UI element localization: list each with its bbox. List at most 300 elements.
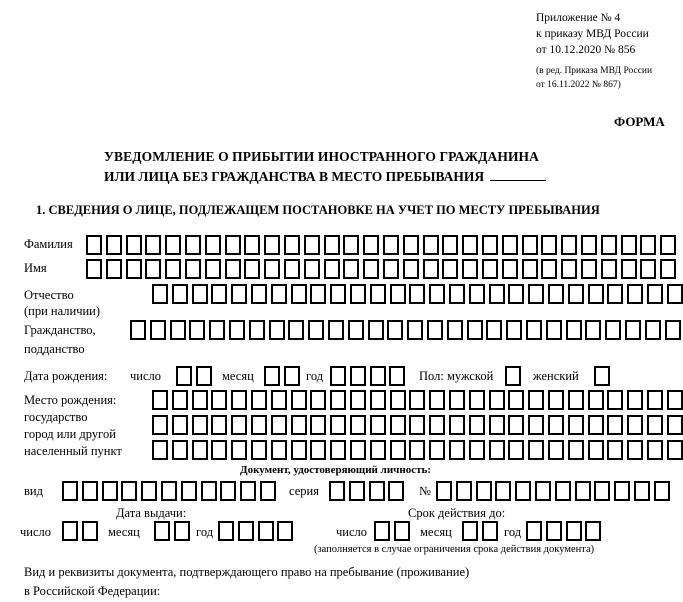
issue-month-cells[interactable]	[154, 521, 194, 541]
letter-cell[interactable]	[486, 320, 502, 340]
letter-cell[interactable]	[585, 320, 601, 340]
letter-cell[interactable]	[62, 521, 78, 541]
right-of-stay-label: Вид и реквизиты документа, подтверждающего право на пребывание (проживание)	[24, 565, 470, 579]
letter-cell[interactable]	[449, 390, 465, 410]
letter-cell[interactable]	[528, 440, 544, 460]
letter-cell[interactable]	[310, 440, 326, 460]
letter-cell[interactable]	[324, 259, 340, 279]
letter-cell[interactable]	[447, 320, 463, 340]
letter-cell[interactable]	[588, 284, 604, 304]
letter-cell[interactable]	[161, 481, 177, 501]
letter-cell[interactable]	[185, 235, 201, 255]
patronymic-cells[interactable]	[152, 284, 683, 304]
letter-cell[interactable]	[607, 440, 623, 460]
letter-cell[interactable]	[390, 440, 406, 460]
patronymic-note: (при наличии)	[24, 304, 101, 318]
id-series-label: серия	[289, 484, 319, 498]
letter-cell[interactable]	[489, 390, 505, 410]
letter-cell[interactable]	[429, 415, 445, 435]
letter-cell[interactable]	[575, 481, 591, 501]
letter-cell[interactable]	[546, 320, 562, 340]
letter-cell[interactable]	[192, 440, 208, 460]
id-number-label: №	[419, 484, 431, 498]
letter-cell[interactable]	[627, 390, 643, 410]
letter-cell[interactable]	[546, 521, 562, 541]
title-line-2	[104, 168, 546, 185]
letter-cell[interactable]	[548, 284, 564, 304]
letter-cell[interactable]	[251, 440, 267, 460]
validity-year-cells[interactable]	[526, 521, 605, 541]
letter-cell[interactable]	[310, 415, 326, 435]
letter-cell[interactable]	[621, 235, 637, 255]
letter-cell[interactable]	[374, 521, 390, 541]
letter-cell[interactable]	[489, 284, 505, 304]
letter-cell[interactable]	[383, 235, 399, 255]
letter-cell[interactable]	[423, 235, 439, 255]
letter-cell[interactable]	[370, 415, 386, 435]
letter-cell[interactable]	[172, 415, 188, 435]
letter-cell[interactable]	[588, 440, 604, 460]
letter-cell[interactable]	[192, 390, 208, 410]
surname-cells[interactable]	[86, 235, 680, 255]
letter-cell[interactable]	[172, 440, 188, 460]
letter-cell[interactable]	[349, 481, 365, 501]
letter-cell[interactable]	[258, 521, 274, 541]
letter-cell[interactable]	[264, 259, 280, 279]
letter-cell[interactable]	[231, 440, 247, 460]
citizenship-label: Гражданство,	[24, 323, 96, 337]
form-label: ФОРМА	[614, 114, 665, 129]
letter-cell[interactable]	[489, 415, 505, 435]
letter-cell[interactable]	[330, 415, 346, 435]
letter-cell[interactable]	[370, 440, 386, 460]
letter-cell[interactable]	[304, 259, 320, 279]
letter-cell[interactable]	[601, 235, 617, 255]
letter-cell[interactable]	[150, 320, 166, 340]
letter-cell[interactable]	[535, 481, 551, 501]
letter-cell[interactable]	[442, 259, 458, 279]
letter-cell[interactable]	[172, 390, 188, 410]
issue-year-cells[interactable]	[218, 521, 297, 541]
letter-cell[interactable]	[271, 284, 287, 304]
letter-cell[interactable]	[271, 390, 287, 410]
letter-cell[interactable]	[229, 320, 245, 340]
letter-cell[interactable]	[526, 521, 542, 541]
letter-cell[interactable]	[585, 521, 601, 541]
letter-cell[interactable]	[330, 390, 346, 410]
letter-cell[interactable]	[330, 366, 346, 386]
letter-cell[interactable]	[251, 390, 267, 410]
letter-cell[interactable]	[660, 259, 676, 279]
letter-cell[interactable]	[667, 440, 683, 460]
letter-cell[interactable]	[566, 320, 582, 340]
letter-cell[interactable]	[211, 440, 227, 460]
title-blank-line	[490, 168, 546, 181]
letter-cell[interactable]	[86, 259, 102, 279]
letter-cell[interactable]	[152, 415, 168, 435]
letter-cell[interactable]	[86, 235, 102, 255]
id-kind-cells[interactable]	[62, 481, 280, 501]
id-series-cells[interactable]	[329, 481, 408, 501]
letter-cell[interactable]	[284, 259, 300, 279]
letter-cell[interactable]	[423, 259, 439, 279]
sex-female-checkbox[interactable]	[594, 366, 614, 386]
letter-cell[interactable]	[231, 390, 247, 410]
letter-cell[interactable]	[145, 235, 161, 255]
letter-cell[interactable]	[251, 284, 267, 304]
letter-cell[interactable]	[269, 320, 285, 340]
letter-cell[interactable]	[264, 366, 280, 386]
letter-cell[interactable]	[251, 415, 267, 435]
letter-cell[interactable]	[528, 390, 544, 410]
letter-cell[interactable]	[409, 415, 425, 435]
letter-cell[interactable]	[522, 259, 538, 279]
letter-cell[interactable]	[165, 259, 181, 279]
letter-cell[interactable]	[627, 415, 643, 435]
name-cells[interactable]	[86, 259, 680, 279]
letter-cell[interactable]	[528, 415, 544, 435]
issue-month-label: месяц	[108, 525, 140, 539]
validity-month-label: месяц	[420, 525, 452, 539]
letter-cell[interactable]	[363, 259, 379, 279]
letter-cell[interactable]	[390, 390, 406, 410]
letter-cell[interactable]	[291, 440, 307, 460]
birthplace-city-label-2: населенный пункт	[24, 444, 122, 458]
birthplace-city-cells-1[interactable]	[152, 415, 683, 435]
letter-cell[interactable]	[330, 284, 346, 304]
letter-cell[interactable]	[350, 366, 366, 386]
letter-cell[interactable]	[310, 390, 326, 410]
letter-cell[interactable]	[449, 284, 465, 304]
letter-cell[interactable]	[456, 481, 472, 501]
letter-cell[interactable]	[508, 284, 524, 304]
letter-cell[interactable]	[607, 415, 623, 435]
letter-cell[interactable]	[588, 415, 604, 435]
letter-cell[interactable]	[508, 415, 524, 435]
birth-day-cells[interactable]	[176, 366, 216, 386]
letter-cell[interactable]	[566, 521, 582, 541]
letter-cell[interactable]	[130, 320, 146, 340]
letter-cell[interactable]	[607, 284, 623, 304]
letter-cell[interactable]	[126, 259, 142, 279]
letter-cell[interactable]	[348, 320, 364, 340]
letter-cell[interactable]	[561, 259, 577, 279]
birthplace-country-cells[interactable]	[152, 390, 683, 410]
letter-cell[interactable]	[271, 440, 287, 460]
letter-cell[interactable]	[291, 415, 307, 435]
letter-cell[interactable]	[667, 415, 683, 435]
letter-cell[interactable]	[291, 390, 307, 410]
letter-cell[interactable]	[260, 481, 276, 501]
letter-cell[interactable]	[220, 481, 236, 501]
validity-month-cells[interactable]	[462, 521, 502, 541]
letter-cell[interactable]	[515, 481, 531, 501]
letter-cell[interactable]	[249, 320, 265, 340]
letter-cell[interactable]	[508, 390, 524, 410]
letter-cell[interactable]	[350, 284, 366, 304]
letter-cell[interactable]	[211, 390, 227, 410]
citizenship-cells[interactable]	[130, 320, 683, 340]
letter-cell[interactable]	[502, 259, 518, 279]
birth-date-label: Дата рождения:	[24, 369, 108, 383]
letter-cell[interactable]	[165, 235, 181, 255]
letter-cell[interactable]	[82, 521, 98, 541]
letter-cell[interactable]	[660, 235, 676, 255]
letter-cell[interactable]	[469, 390, 485, 410]
letter-cell[interactable]	[555, 481, 571, 501]
id-document-heading: Документ, удостоверяющий личность:	[240, 464, 431, 476]
letter-cell[interactable]	[370, 366, 386, 386]
letter-cell[interactable]	[548, 390, 564, 410]
letter-cell[interactable]	[394, 521, 410, 541]
letter-cell[interactable]	[522, 235, 538, 255]
letter-cell[interactable]	[201, 481, 217, 501]
sex-male-checkbox[interactable]	[505, 366, 525, 386]
letter-cell[interactable]	[62, 481, 78, 501]
letter-cell[interactable]	[482, 259, 498, 279]
letter-cell[interactable]	[343, 235, 359, 255]
letter-cell[interactable]	[225, 259, 241, 279]
letter-cell[interactable]	[528, 284, 544, 304]
letter-cell[interactable]	[442, 235, 458, 255]
letter-cell[interactable]	[106, 235, 122, 255]
letter-cell[interactable]	[640, 259, 656, 279]
letter-cell[interactable]	[244, 259, 260, 279]
letter-cell[interactable]	[225, 235, 241, 255]
letter-cell[interactable]	[407, 320, 423, 340]
letter-cell[interactable]	[189, 320, 205, 340]
letter-cell[interactable]	[205, 259, 221, 279]
letter-cell[interactable]	[152, 284, 168, 304]
validity-label: Срок действия до:	[408, 506, 506, 520]
letter-cell[interactable]	[387, 320, 403, 340]
letter-cell[interactable]	[601, 259, 617, 279]
issue-year-label: год	[196, 525, 214, 539]
letter-cell[interactable]	[152, 390, 168, 410]
letter-cell[interactable]	[409, 284, 425, 304]
amendment-line-1: (в ред. Приказа МВД России	[536, 66, 653, 76]
letter-cell[interactable]	[330, 440, 346, 460]
validity-day-cells[interactable]	[374, 521, 414, 541]
letter-cell[interactable]	[647, 440, 663, 460]
letter-cell[interactable]	[449, 440, 465, 460]
letter-cell[interactable]	[390, 284, 406, 304]
letter-cell[interactable]	[176, 366, 192, 386]
letter-cell[interactable]	[526, 320, 542, 340]
letter-cell[interactable]	[145, 259, 161, 279]
birth-year-label: год	[306, 369, 324, 383]
letter-cell[interactable]	[174, 521, 190, 541]
letter-cell[interactable]	[370, 390, 386, 410]
section-1-heading: 1. СВЕДЕНИЯ О ЛИЦЕ, ПОДЛЕЖАЩЕМ ПОСТАНОВКЕ НА УЧЕТ ПО МЕСТУ ПРЕБЫВАНИЯ	[36, 203, 600, 217]
letter-cell[interactable]	[181, 481, 197, 501]
letter-cell[interactable]	[627, 284, 643, 304]
letter-cell[interactable]	[462, 235, 478, 255]
letter-cell[interactable]	[469, 440, 485, 460]
letter-cell[interactable]	[409, 390, 425, 410]
letter-cell[interactable]	[328, 320, 344, 340]
letter-cell[interactable]	[508, 440, 524, 460]
title-line-2-text: ИЛИ ЛИЦА БЕЗ ГРАЖДАНСТВА В МЕСТО ПРЕБЫВАНИЯ	[104, 169, 485, 184]
validity-year-label: год	[504, 525, 522, 539]
letter-cell[interactable]	[329, 481, 345, 501]
letter-cell[interactable]	[568, 390, 584, 410]
letter-cell[interactable]	[192, 284, 208, 304]
letter-cell[interactable]	[621, 259, 637, 279]
letter-cell[interactable]	[284, 235, 300, 255]
letter-cell[interactable]	[308, 320, 324, 340]
citizenship-label-2: подданство	[24, 342, 85, 356]
letter-cell[interactable]	[634, 481, 650, 501]
letter-cell[interactable]	[640, 235, 656, 255]
letter-cell[interactable]	[211, 284, 227, 304]
letter-cell[interactable]	[284, 366, 300, 386]
letter-cell[interactable]	[192, 415, 208, 435]
letter-cell[interactable]	[594, 481, 610, 501]
letter-cell[interactable]	[462, 521, 478, 541]
letter-cell[interactable]	[350, 390, 366, 410]
letter-cell[interactable]	[185, 259, 201, 279]
letter-cell[interactable]	[429, 284, 445, 304]
letter-cell[interactable]	[350, 440, 366, 460]
letter-cell[interactable]	[429, 440, 445, 460]
letter-cell[interactable]	[403, 235, 419, 255]
letter-cell[interactable]	[561, 235, 577, 255]
letter-cell[interactable]	[388, 481, 404, 501]
letter-cell[interactable]	[369, 481, 385, 501]
sex-male-label: Пол: мужской	[419, 369, 494, 383]
letter-cell[interactable]	[154, 521, 170, 541]
issue-day-cells[interactable]	[62, 521, 102, 541]
letter-cell[interactable]	[264, 235, 280, 255]
letter-cell[interactable]	[594, 366, 610, 386]
letter-cell[interactable]	[581, 235, 597, 255]
letter-cell[interactable]	[548, 415, 564, 435]
letter-cell[interactable]	[605, 320, 621, 340]
issue-date-label: Дата выдачи:	[116, 506, 187, 520]
sex-female-label: женский	[533, 369, 579, 383]
letter-cell[interactable]	[343, 259, 359, 279]
birth-year-cells[interactable]	[330, 366, 409, 386]
letter-cell[interactable]	[291, 284, 307, 304]
letter-cell[interactable]	[288, 320, 304, 340]
letter-cell[interactable]	[588, 390, 604, 410]
letter-cell[interactable]	[502, 235, 518, 255]
letter-cell[interactable]	[614, 481, 630, 501]
letter-cell[interactable]	[102, 481, 118, 501]
letter-cell[interactable]	[427, 320, 443, 340]
letter-cell[interactable]	[271, 415, 287, 435]
letter-cell[interactable]	[409, 440, 425, 460]
letter-cell[interactable]	[482, 521, 498, 541]
letter-cell[interactable]	[244, 235, 260, 255]
letter-cell[interactable]	[647, 284, 663, 304]
birth-month-label: месяц	[222, 369, 254, 383]
letter-cell[interactable]	[390, 415, 406, 435]
birth-month-cells[interactable]	[264, 366, 304, 386]
letter-cell[interactable]	[462, 259, 478, 279]
letter-cell[interactable]	[541, 235, 557, 255]
letter-cell[interactable]	[240, 481, 256, 501]
letter-cell[interactable]	[106, 259, 122, 279]
letter-cell[interactable]	[647, 390, 663, 410]
letter-cell[interactable]	[568, 284, 584, 304]
letter-cell[interactable]	[627, 440, 643, 460]
letter-cell[interactable]	[121, 481, 137, 501]
patronymic-label: Отчество	[24, 288, 74, 302]
letter-cell[interactable]	[541, 259, 557, 279]
letter-cell[interactable]	[350, 415, 366, 435]
letter-cell[interactable]	[467, 320, 483, 340]
letter-cell[interactable]	[231, 284, 247, 304]
letter-cell[interactable]	[82, 481, 98, 501]
letter-cell[interactable]	[196, 366, 212, 386]
letter-cell[interactable]	[647, 415, 663, 435]
letter-cell[interactable]	[389, 366, 405, 386]
letter-cell[interactable]	[568, 440, 584, 460]
birthplace-label: Место рождения:	[24, 393, 117, 407]
letter-cell[interactable]	[218, 521, 234, 541]
letter-cell[interactable]	[665, 320, 681, 340]
letter-cell[interactable]	[403, 259, 419, 279]
letter-cell[interactable]	[277, 521, 293, 541]
letter-cell[interactable]	[429, 390, 445, 410]
letter-cell[interactable]	[482, 235, 498, 255]
letter-cell[interactable]	[211, 415, 227, 435]
letter-cell[interactable]	[310, 284, 326, 304]
letter-cell[interactable]	[304, 235, 320, 255]
letter-cell[interactable]	[231, 415, 247, 435]
letter-cell[interactable]	[238, 521, 254, 541]
letter-cell[interactable]	[489, 440, 505, 460]
letter-cell[interactable]	[209, 320, 225, 340]
letter-cell[interactable]	[370, 284, 386, 304]
letter-cell[interactable]	[170, 320, 186, 340]
letter-cell[interactable]	[205, 235, 221, 255]
birthplace-city-cells-2[interactable]	[152, 440, 683, 460]
letter-cell[interactable]	[141, 481, 157, 501]
letter-cell[interactable]	[568, 415, 584, 435]
letter-cell[interactable]	[363, 235, 379, 255]
letter-cell[interactable]	[449, 415, 465, 435]
letter-cell[interactable]	[548, 440, 564, 460]
letter-cell[interactable]	[607, 390, 623, 410]
letter-cell[interactable]	[625, 320, 641, 340]
birth-day-label: число	[130, 369, 162, 383]
letter-cell[interactable]	[667, 390, 683, 410]
letter-cell[interactable]	[469, 284, 485, 304]
letter-cell[interactable]	[172, 284, 188, 304]
letter-cell[interactable]	[654, 481, 670, 501]
letter-cell[interactable]	[436, 481, 452, 501]
title-line-1: УВЕДОМЛЕНИЕ О ПРИБЫТИИ ИНОСТРАННОГО ГРАЖДАНИНА	[104, 149, 539, 164]
letter-cell[interactable]	[469, 415, 485, 435]
letter-cell[interactable]	[368, 320, 384, 340]
letter-cell[interactable]	[126, 235, 142, 255]
letter-cell[interactable]	[324, 235, 340, 255]
letter-cell[interactable]	[505, 366, 521, 386]
letter-cell[interactable]	[581, 259, 597, 279]
letter-cell[interactable]	[152, 440, 168, 460]
letter-cell[interactable]	[645, 320, 661, 340]
letter-cell[interactable]	[383, 259, 399, 279]
letter-cell[interactable]	[476, 481, 492, 501]
issue-day-label: число	[20, 525, 52, 539]
letter-cell[interactable]	[506, 320, 522, 340]
id-number-cells[interactable]	[436, 481, 674, 501]
letter-cell[interactable]	[495, 481, 511, 501]
letter-cell[interactable]	[667, 284, 683, 304]
